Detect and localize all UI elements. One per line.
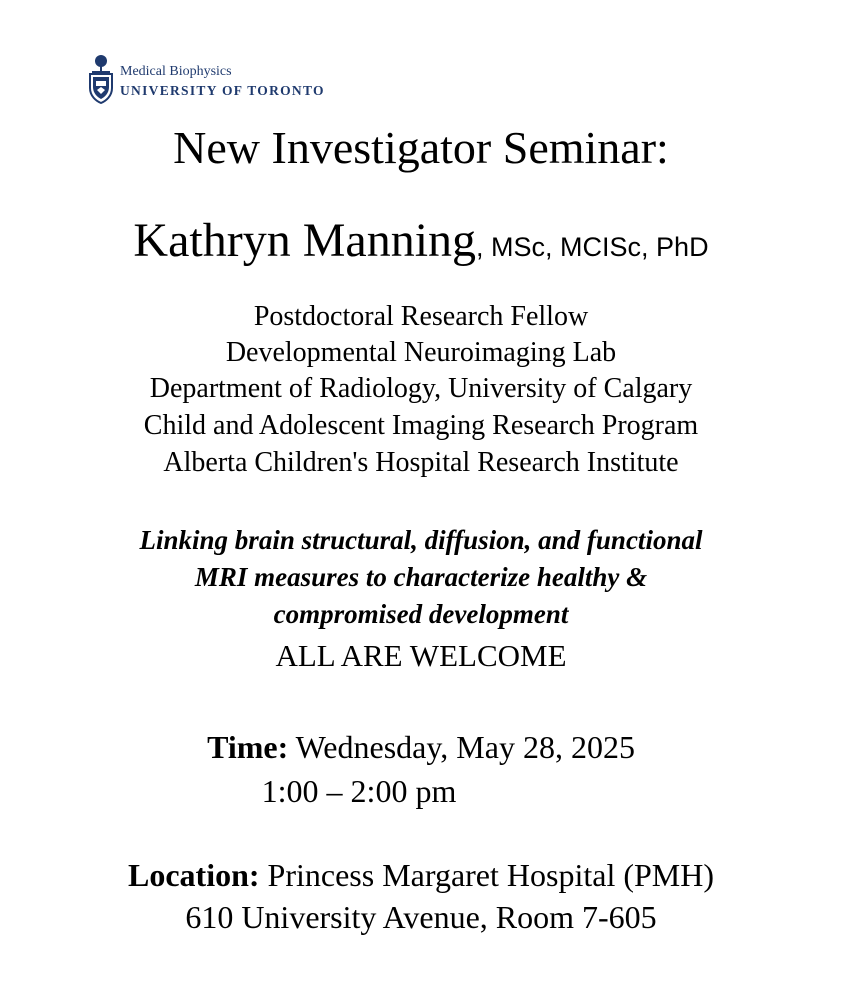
location-venue: Princess Margaret Hospital (PMH) xyxy=(267,857,714,893)
time-line xyxy=(0,729,842,766)
speaker-name: Kathryn Manning xyxy=(133,214,477,267)
location-address: 610 University Avenue, Room 7-605 xyxy=(185,899,657,935)
logo-department: Medical Biophysics xyxy=(120,63,232,79)
seminar-title: New Investigator Seminar: xyxy=(173,122,669,173)
talk-title-line: compromised development xyxy=(273,599,569,629)
welcome-text: ALL ARE WELCOME xyxy=(275,638,567,673)
university-crest-icon xyxy=(88,54,114,104)
affiliation-line: Developmental Neuroimaging Lab xyxy=(225,337,617,368)
talk-title-line: MRI measures to characterize healthy & xyxy=(194,562,648,592)
affiliation-line: Alberta Children's Hospital Research Institute xyxy=(163,447,679,478)
time-hours: 1:00 – 2:00 pm xyxy=(261,773,457,809)
talk-title-line: Linking brain structural, diffusion, and functional xyxy=(139,525,703,555)
location-label: Location: xyxy=(128,857,260,893)
speaker-credentials: , MSc, MCISc, PhD xyxy=(476,232,709,262)
affiliation-line: Postdoctoral Research Fellow xyxy=(253,301,589,332)
affiliation-line: Child and Adolescent Imaging Research Program xyxy=(143,410,699,441)
time-label: Time: xyxy=(207,729,289,765)
speaker-line xyxy=(0,213,842,268)
location-line xyxy=(0,857,842,894)
logo-university: UNIVERSITY OF TORONTO xyxy=(120,82,325,98)
university-logo xyxy=(88,54,325,104)
time-date: Wednesday, May 28, 2025 xyxy=(295,729,635,765)
affiliation-line: Department of Radiology, University of Calgary xyxy=(149,373,693,404)
